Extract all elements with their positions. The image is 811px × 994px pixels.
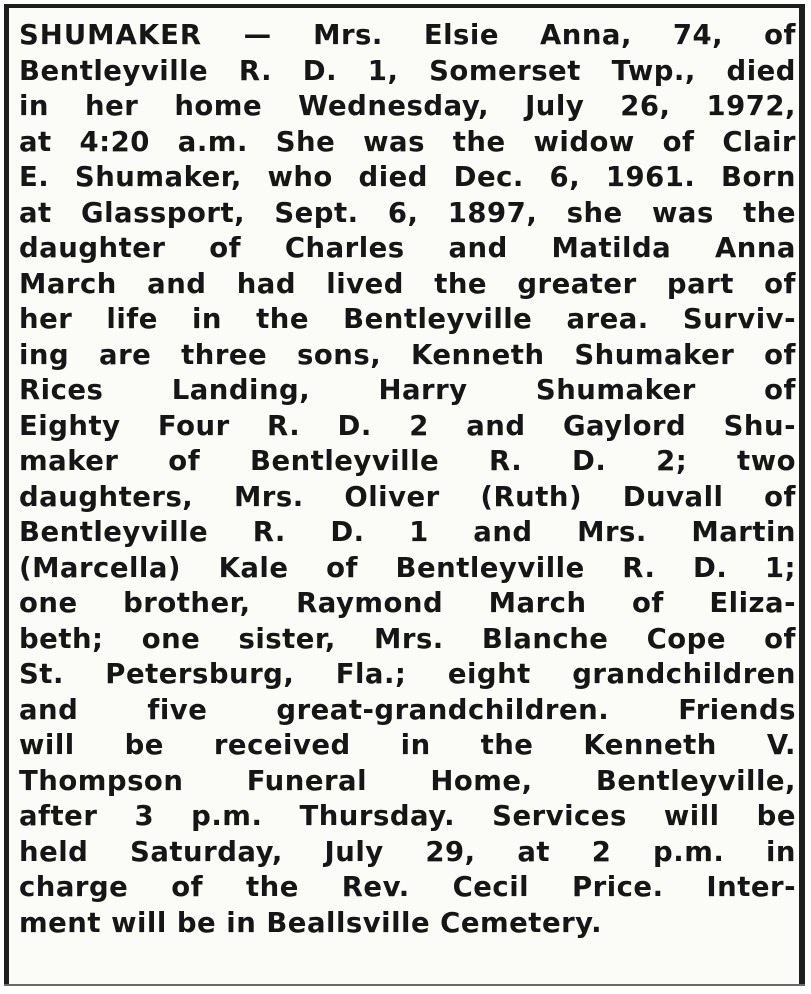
obituary-line: at Glassport, Sept. 6, 1897, she was the [19,196,796,229]
obituary-line: and five great-grandchildren. Friends [19,693,796,726]
obituary-line: (Marcella) Kale of Bentleyville R. D. 1; [19,551,796,584]
obituary-line: in her home Wednesday, July 26, 1972, [19,90,796,122]
obituary-line-text: Mrs. Elsie Anna, 74, of [272,19,796,51]
obituary-line: Bentleyville R. D. 1 and Mrs. Martin [19,516,796,548]
obituary-line: March and had lived the greater part of [19,267,796,300]
obituary-line: Thompson Funeral Home, Bentleyville, [19,764,796,797]
obituary-line: Eighty Four R. D. 2 and Gaylord Shu- [19,409,796,442]
left-border-rule [4,4,9,986]
obituary-line: St. Petersburg, Fla.; eight grandchildren [19,658,796,690]
obituary-line: daughter of Charles and Matilda Anna [19,232,796,264]
obituary-line: her life in the Bentleyville area. Surviv- [19,303,796,335]
bottom-border-rule [4,984,805,986]
obituary-text [19,18,796,978]
obituary-surname: SHUMAKER — [19,19,273,51]
obituary-line: daughters, Mrs. Oliver (Ruth) Duvall of [19,480,796,513]
obituary-line: after 3 p.m. Thursday. Services will be [19,800,796,832]
obituary-clipping [4,4,805,986]
obituary-line: maker of Bentleyville R. D. 2; two [19,445,796,477]
obituary-line: ment will be in Beallsville Cemetery. [19,906,603,939]
right-border-rule [799,4,805,986]
obituary-line: at 4:20 a.m. She was the widow of Clair [19,125,796,158]
obituary-line: Rices Landing, Harry Shumaker of [19,374,796,406]
obituary-line: charge of the Rev. Cecil Price. Inter- [19,871,796,903]
obituary-line: ing are three sons, Kenneth Shumaker of [19,338,796,371]
obituary-line: held Saturday, July 29, at 2 p.m. in [19,835,796,868]
obituary-line: one brother, Raymond March of Eliza- [19,587,796,619]
obituary-line: beth; one sister, Mrs. Blanche Cope of [19,622,796,655]
obituary-line: E. Shumaker, who died Dec. 6, 1961. Born [19,161,796,193]
obituary-line: Bentleyville R. D. 1, Somerset Twp., died [19,54,796,87]
top-border-rule [4,4,805,8]
obituary-line [19,18,796,54]
obituary-line: will be received in the Kenneth V. [19,729,796,761]
